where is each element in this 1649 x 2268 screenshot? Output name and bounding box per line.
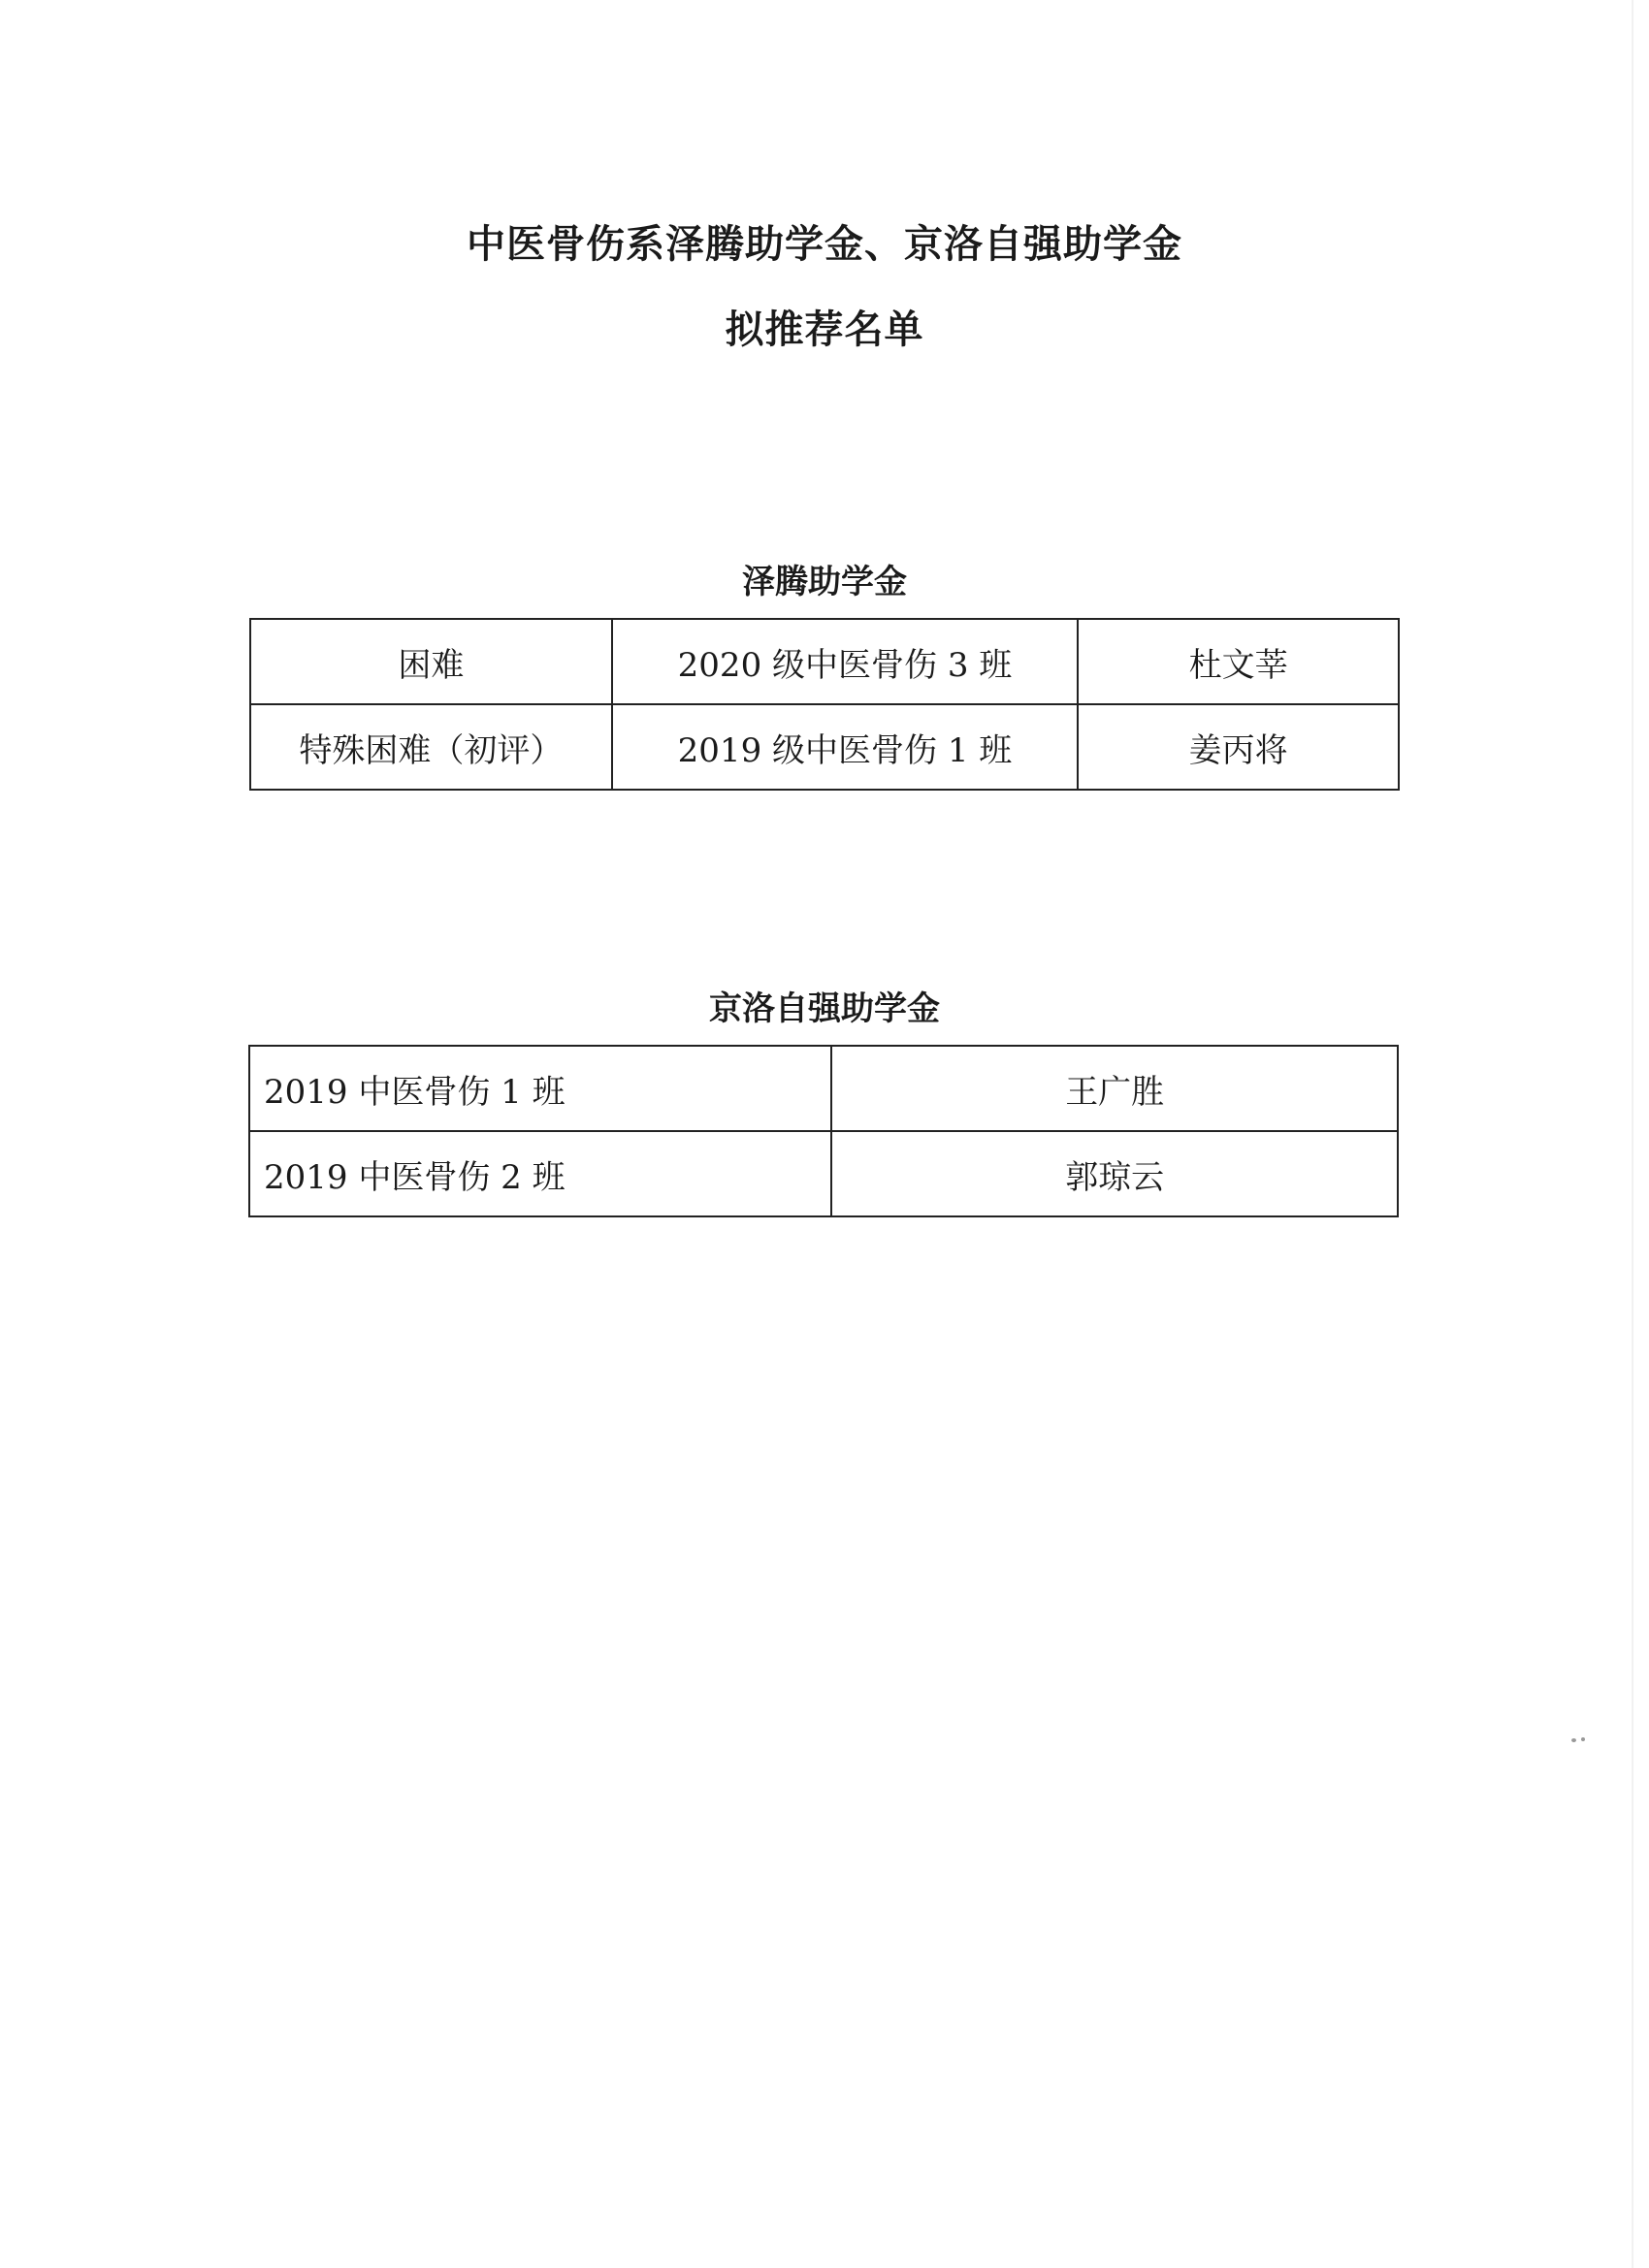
name-cell: 郭琼云	[831, 1131, 1398, 1216]
class-cell: 2019 中医骨伤 2 班	[249, 1131, 831, 1216]
category-cell: 特殊困难（初评）	[250, 704, 612, 790]
scan-speck	[1571, 1738, 1576, 1742]
class-cell: 2019 级中医骨伤 1 班	[612, 704, 1078, 790]
class-cell: 2019 中医骨伤 1 班	[249, 1046, 831, 1131]
zeteng-section-heading: 泽腾助学金	[742, 563, 907, 601]
scan-speck	[1581, 1737, 1585, 1741]
class-cell: 2020 级中医骨伤 3 班	[612, 619, 1078, 704]
document-subtitle: 拟推荐名单	[725, 307, 924, 352]
table-row	[250, 704, 1399, 790]
name-cell: 姜丙将	[1078, 704, 1399, 790]
table-row	[249, 1046, 1398, 1131]
table-row	[250, 619, 1399, 704]
zeteng-table	[249, 618, 1400, 791]
category-cell: 困难	[250, 619, 612, 704]
name-cell: 王广胜	[831, 1046, 1398, 1131]
document-title: 中医骨伤系泽腾助学金、京洛自强助学金	[467, 221, 1182, 267]
jingluo-table	[248, 1045, 1399, 1217]
table-row	[249, 1131, 1398, 1216]
jingluo-section-heading: 京洛自强助学金	[709, 989, 940, 1028]
name-cell: 杜文莘	[1078, 619, 1399, 704]
